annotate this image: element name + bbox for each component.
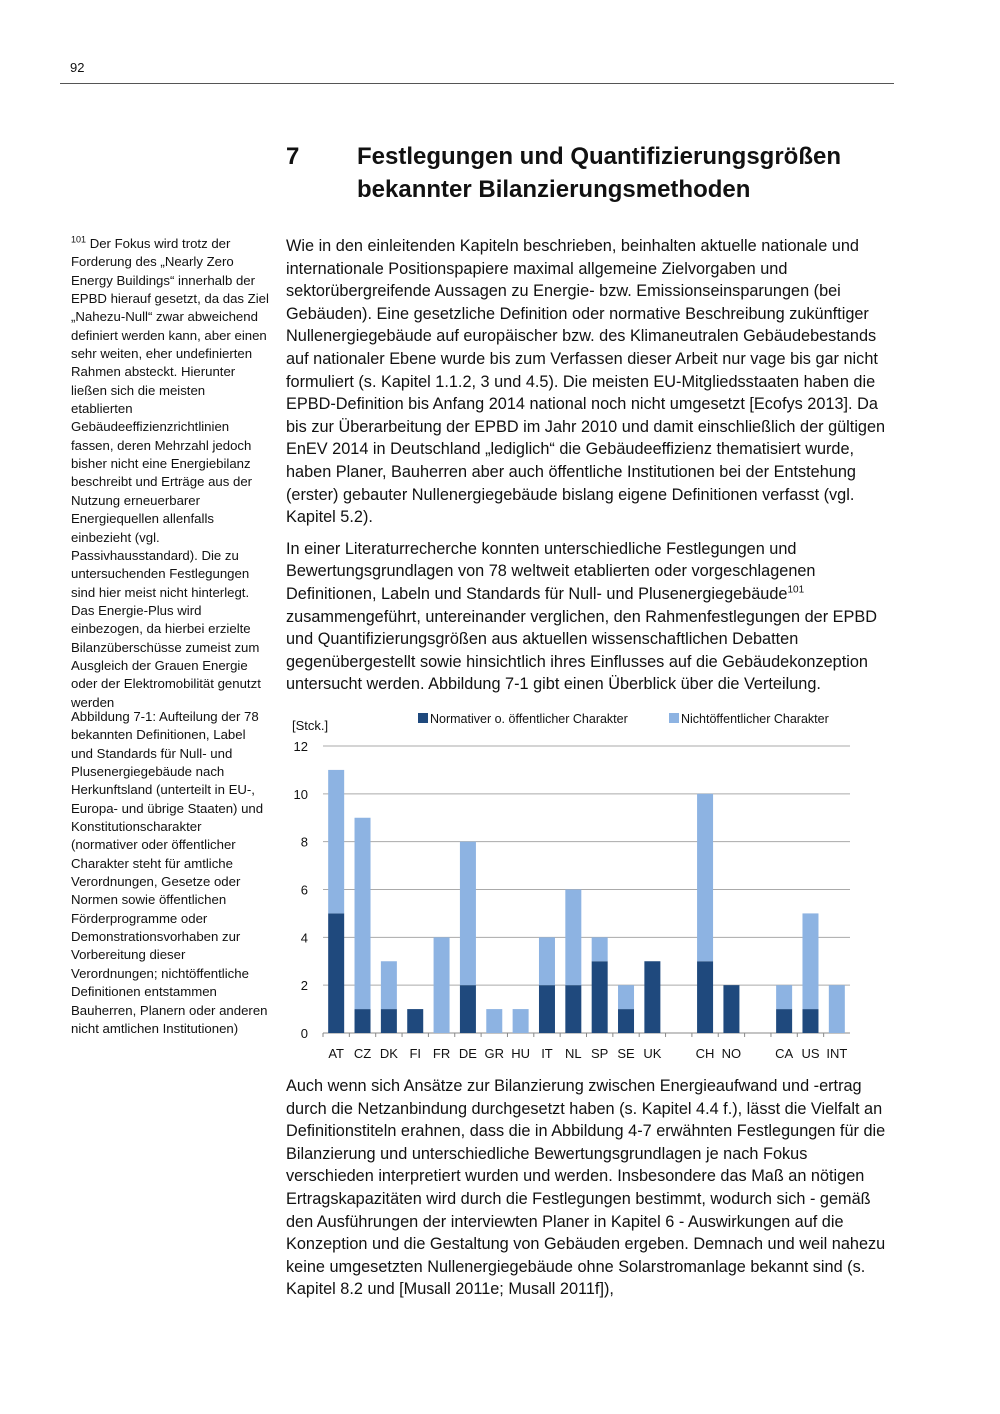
x-tick-label: US (801, 1046, 820, 1061)
bar-segment (328, 913, 344, 1033)
bar-segment (355, 1009, 371, 1033)
paragraph-2-text-a: In einer Literaturrecherche konnten unterschiedliche Festlegungen und Bewertungsgrundlagen von 78 weltweit etablierten oder vorgeschlagenen Definitionen, Labeln und Standards für Null- und Plusenergiegebäude (286, 539, 816, 603)
bar-segment (381, 961, 397, 1009)
x-tick-label: FR (432, 1046, 451, 1061)
chapter-number: 7 (286, 143, 300, 170)
bar-segment (697, 961, 713, 1033)
bar-segment (355, 818, 371, 1009)
x-tick-label: AT (328, 1046, 345, 1061)
bar-segment (460, 842, 476, 986)
bar-segment (328, 770, 344, 914)
bar-segment (513, 1009, 529, 1033)
header-rule (60, 83, 894, 84)
footnote-ref[interactable]: 101 (787, 584, 805, 596)
bar-segment (539, 985, 555, 1033)
x-tick-label: CH (695, 1046, 715, 1061)
bar-segment (802, 1009, 818, 1033)
figure-7-1-chart (286, 706, 856, 1066)
footnote (71, 235, 269, 712)
bar-segment (486, 1009, 502, 1033)
x-tick-label: UK (643, 1046, 662, 1061)
paragraph-2 (286, 538, 894, 696)
bar-segment (434, 937, 450, 1033)
y-tick-label: 4 (300, 930, 308, 946)
y-tick-label: 0 (300, 1026, 308, 1041)
x-tick-label: NO (721, 1046, 742, 1061)
bar-segment (644, 961, 660, 1033)
bar-segment (697, 794, 713, 961)
paragraph-2-text-b: zusammengeführt, untereinander verglichen, den Rahmenfestlegungen der EPBD und Quantifizierungsgrößen aus aktuellen wissenschaftlichen Debatten gegenübergestellt sowie hinsichtlich ihres Einflusses auf die Gebäudekonzeption untersucht werden. Abbildung 7-1 gibt einen Überblick über die Verteilung. (286, 607, 878, 694)
bar-segment (776, 985, 792, 1009)
bar-segment (829, 985, 845, 1033)
x-tick-label: SE (617, 1046, 635, 1061)
x-tick-label: CA (775, 1046, 794, 1061)
bar-segment (618, 985, 634, 1009)
chapter-title: Festlegungen und Quantifizierungsgrößen bekannter Bilanzierungsmethoden (357, 143, 841, 203)
bar-segment (802, 913, 818, 1009)
paragraph-3: Auch wenn sich Ansätze zur Bilanzierung zwischen Energieaufwand und -ertrag durch die Netzanbindung durchgesetzt haben (s. Kapitel 4.4 f.), lässt die Vielfalt an Definitionstiteln erahnen, dass die in Abbildung 4-7 erwähnten Festlegungen für die Bilanzierung und unterschiedliche Bewertungsgrundlagen je nach Fokus verschieden interpretiert wurden und werden. Insbesondere das Maß an nötigen Ertragskapazitäten wird durch die Festlegungen bestimmt, wodurch sich - gemäß den Ausführungen der interviewten Planer in Kapitel 6 - Auswirkungen auf die Konzeption und die Gestaltung von Gebäuden ergeben. Demnach und weil nahezu keine umgesetzten Nullenergiegebäude ohne Solarstromanlage bekannt sind (s. Kapitel 8.2 und [Musall 2011e; Musall 2011f]), (286, 1077, 886, 1299)
x-tick-label: SP (591, 1046, 609, 1061)
bar-segment (539, 937, 555, 985)
y-tick-label: 10 (293, 786, 308, 802)
bar-segment (565, 890, 581, 986)
bar-segment (565, 985, 581, 1033)
legend-label: Nichtöffentlicher Charakter (681, 712, 829, 726)
figure-caption: Abbildung 7-1: Aufteilung der 78 bekannten Definitionen, Label und Standards für Null- und Plusenergiegebäude nach Herkunftsland (unterteilt in EU-, Europa- und übrige Staaten) und Konstitutionscharakter (normativer oder öffentlicher Charakter steht für amtliche Verordnungen, Gesetze oder Normen sowie öffentlichen Förderprogramme oder Demonstrationsvorhaben zur Vorbereitung dieser Verordnungen; nichtöffentliche Definitionen entstammen Bauherren, Planern oder anderen nicht amtlichen Institutionen) (71, 709, 268, 1036)
x-tick-label: FI (409, 1046, 422, 1061)
bar-segment (776, 1009, 792, 1033)
legend-swatch (418, 713, 428, 723)
y-tick-label: 6 (300, 882, 308, 898)
stacked-bar-chart (286, 706, 856, 1066)
x-tick-label: INT (826, 1046, 848, 1061)
legend-label: Normativer o. öffentlicher Charakter (430, 712, 628, 726)
footnote-text: Der Fokus wird trotz der Forderung des „Nearly Zero Energy Buildings“ innerhalb der EPBD hierauf gesetzt, da das Ziel „Nahezu-Null“ zwar abweichend definiert werden kann, aber einen sehr weiten, eher undefinierten Rahmen absteckt. Hierunter ließen sich die meisten etablierten Gebäudeeffizienzrichtlinien fassen, deren Mehrzahl jedoch bisher nicht eine Energiebilanz beschreibt und Erträge aus der Nutzung erneuerbarer Energiequellen allenfalls einbezieht (vgl. Passivhausstandard). Die zu untersuchenden Festlegungen sind hier meist nicht hinterlegt. Das Energie-Plus wird einbezogen, da hierbei erzielte Bilanzüberschüsse zumeist zum Ausgleich der Grauen Energie oder der Elektromobilität genutzt werden (71, 236, 269, 710)
bar-segment (592, 961, 608, 1033)
legend-swatch (669, 713, 679, 723)
bar-segment (592, 937, 608, 961)
x-tick-label: NL (565, 1046, 582, 1061)
x-tick-label: DE (458, 1046, 477, 1061)
x-tick-label: IT (541, 1046, 553, 1061)
x-tick-label: GR (484, 1046, 505, 1061)
page-number: 92 (70, 60, 85, 75)
paragraph-1: Wie in den einleitenden Kapiteln beschrieben, beinhalten aktuelle nationale und internationale Positionspapiere maximal allgemeine Zielvorgaben und sektorübergreifende Aussagen zu Energie- bzw. Emissionseinsparungen (bei Gebäuden). Eine gesetzliche Definition oder normative Beschreibung zukünftiger Nullenergiegebäude auf europäischer bzw. des Klimaneutralen Gebäudebestands auf nationaler Ebene wurde bis zum Verfassen dieser Arbeit nur vage bis gar nicht formuliert (s. Kapitel 1.1.2, 3 und 4.5). Die meisten EU-Mitgliedsstaaten haben die EPBD-Definition bis Anfang 2014 national noch nicht umgesetzt [Ecofys 2013]. Da bis zur Überarbeitung der EPBD im Jahr 2010 und damit einschließlich der gültigen EnEV 2014 in Deutschland „lediglich“ die Gebäudeeffizienz thematisiert wurde, haben Planer, Bauherren aber auch öffentliche Institutionen bei der Entstehung (erster) gebauter Nullenergiegebäude bislang eigene Definitionen verfasst (vgl. Kapitel 5.2). (286, 237, 886, 527)
body-text-top (286, 235, 894, 696)
x-tick-label: CZ (353, 1046, 372, 1061)
bar-segment (460, 985, 476, 1033)
x-tick-label: HU (511, 1046, 531, 1061)
footnote-marker: 101 (71, 234, 87, 245)
y-tick-label: 2 (300, 978, 308, 994)
x-tick-label: DK (379, 1046, 398, 1061)
y-tick-label: 8 (300, 834, 308, 850)
bar-segment (618, 1009, 634, 1033)
y-axis-label: [Stck.] (292, 718, 329, 733)
body-text-bottom (286, 1075, 894, 1301)
bar-segment (407, 1009, 423, 1033)
bar-segment (381, 1009, 397, 1033)
y-tick-label: 12 (293, 739, 308, 754)
bar-segment (723, 985, 739, 1033)
